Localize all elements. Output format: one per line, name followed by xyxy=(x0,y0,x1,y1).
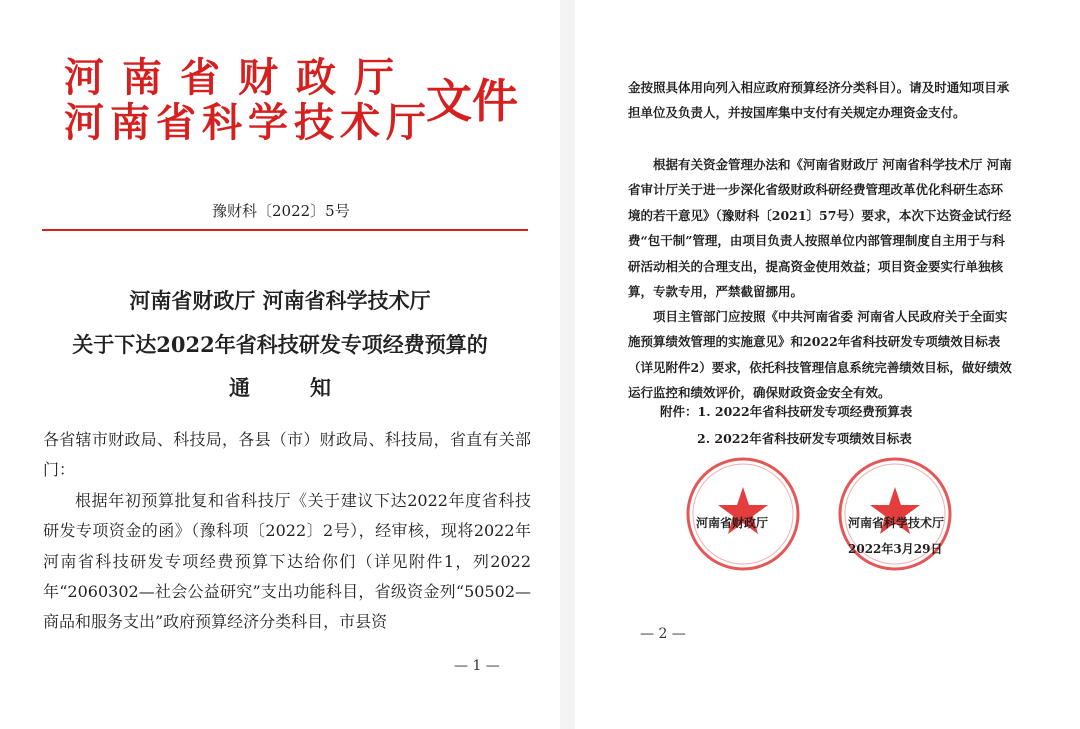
page-number-2: — 2 — xyxy=(640,626,686,642)
title-line-3: 通知 xyxy=(229,375,391,400)
page-number-1: — 1 — xyxy=(454,658,500,674)
title-line-2: 关于下达2022年省科技研发专项经费预算的 xyxy=(72,332,488,357)
title-line-1: 河南省财政厅 河南省科学技术厅 xyxy=(129,288,431,313)
seal-2-label: 河南省科学技术厅 xyxy=(848,516,945,530)
body-text-page-1 xyxy=(43,425,531,638)
attachment-2: 2. 2022年省科技研发专项绩效目标表 xyxy=(697,431,912,446)
issue-date: 2022年3月29日 xyxy=(848,542,943,556)
page2-paragraph-2: 根据有关资金管理办法和《河南省财政厅 河南省科学技术厅 河南省审计厅关于进一步深化省级财政科研经费管理改革优化科研生态环境的若干意见》（豫财科〔2021〕57号）要求，本次下达资金试行经费“包干制”管理，由项目负责人按照单位内部管理制度自主用于与科研活动相关的合理支出，提高资金使用效益；项目资金要实行单独核算，专款专用，严禁截留挪用。 xyxy=(628,156,1012,299)
page2-paragraph-1: 金按照具体用向列入相应政府预算经济分类科目）。请及时通知项目承担单位及负责人，并按国库集中支付有关规定办理资金支付。 xyxy=(628,79,1010,120)
document-number: 豫财科〔2022〕5号 xyxy=(212,202,350,220)
seal-1-label: 河南省财政厅 xyxy=(696,516,769,530)
issuer-line-1: 河南省财政厅 xyxy=(64,54,412,101)
page2-paragraph-3: 项目主管部门应按照《中共河南省委 河南省人民政府关于全面实施预算绩效管理的实施意见》和2022年省科技研发专项绩效目标表（详见附件2）要求，依托科技管理信息系统完善绩效目标，做好绩效运行监控和绩效评价，确保财政资金安全有效。 xyxy=(628,308,1012,400)
body-paragraph: 根据年初预算批复和省科技厅《关于建议下达2022年度省科技研发专项资金的函》（豫科项〔2022〕2号），经审核，现将2022年河南省科技研发专项经费预算下达给你们（详见附件1，列2022年“2060302—社会公益研究”支出功能科目，省级资金列“50502—商品和服务支出”政府预算经济分类科目，市县资 xyxy=(43,490,531,632)
salutation: 各省辖市财政局、科技局，各县（市）财政局、科技局，省直有关部门： xyxy=(43,430,531,480)
attachment-1: 1. 2022年省科技研发专项经费预算表 xyxy=(697,404,913,419)
document-type-label: 文件 xyxy=(426,74,518,128)
issuer-line-2: 河南省科学技术厅 xyxy=(64,99,432,146)
attachment-line-1 xyxy=(660,402,912,420)
red-divider xyxy=(42,229,528,231)
attachment-label: 附件： xyxy=(660,404,698,419)
page-gap xyxy=(560,0,575,729)
